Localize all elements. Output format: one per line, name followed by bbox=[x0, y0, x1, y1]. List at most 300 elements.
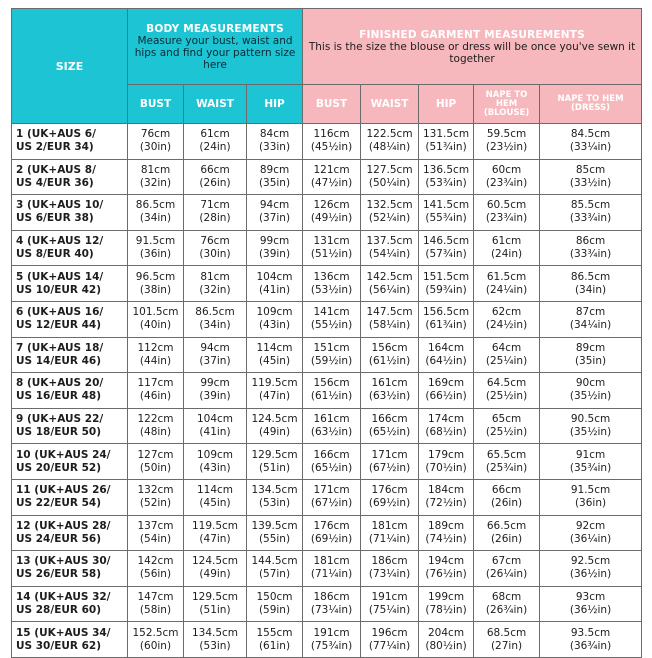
size-cell bbox=[12, 515, 128, 551]
value-inches: (36½in) bbox=[569, 604, 612, 617]
measurement-nape-dress bbox=[540, 159, 642, 195]
value-inches: (46in) bbox=[139, 390, 172, 403]
table-row bbox=[12, 622, 642, 658]
size-label-line: 5 (UK+AUS 14/ bbox=[16, 270, 104, 283]
value-cm: 191cm bbox=[313, 626, 350, 639]
value-cm: 129.5cm bbox=[191, 591, 239, 604]
value-inches: (25¾in) bbox=[485, 461, 528, 474]
measurement-finished-bust bbox=[303, 515, 361, 551]
size-label-line: US 16/EUR 48) bbox=[16, 390, 102, 403]
value-inches: (26¼in) bbox=[485, 568, 528, 581]
measurement-finished-bust bbox=[303, 444, 361, 480]
value-inches: (75¼in) bbox=[368, 604, 411, 617]
value-inches: (73¼in) bbox=[368, 568, 411, 581]
measurement-waist bbox=[184, 230, 247, 266]
value-inches: (45in) bbox=[199, 497, 231, 510]
measurement-finished-waist bbox=[361, 479, 419, 515]
value-inches: (48¼in) bbox=[368, 141, 411, 154]
measurement-nape-dress bbox=[540, 266, 642, 302]
value-inches: (59¾in) bbox=[425, 283, 467, 296]
value-inches: (32in) bbox=[139, 176, 172, 189]
measurement-bust bbox=[128, 551, 184, 587]
value-cm: 134.5cm bbox=[191, 626, 239, 639]
value-cm: 131.5cm bbox=[423, 128, 470, 141]
value-cm: 181cm bbox=[371, 519, 408, 532]
value-inches: (51in) bbox=[199, 604, 231, 617]
size-label-line: US 26/EUR 58) bbox=[16, 568, 102, 581]
measurement-finished-hip bbox=[419, 301, 474, 337]
value-cm: 114cm bbox=[196, 484, 234, 497]
value-cm: 109cm bbox=[196, 448, 234, 461]
value-cm: 141cm bbox=[313, 306, 350, 319]
size-label-line: US 24/EUR 56) bbox=[16, 532, 102, 545]
measurement-bust bbox=[128, 408, 184, 444]
value-cm: 124.5cm bbox=[251, 413, 298, 426]
col-header-finished-waist: WAIST bbox=[361, 85, 419, 124]
value-inches: (70½in) bbox=[425, 461, 467, 474]
size-cell bbox=[12, 551, 128, 587]
value-cm: 62cm bbox=[491, 306, 522, 319]
value-inches: (76½in) bbox=[425, 568, 467, 581]
measurement-waist bbox=[184, 479, 247, 515]
measurement-finished-hip bbox=[419, 551, 474, 587]
value-inches: (49in) bbox=[199, 568, 231, 581]
value-cm: 121cm bbox=[313, 163, 350, 176]
col-header-finished-bust: BUST bbox=[303, 85, 361, 124]
value-cm: 64cm bbox=[491, 341, 522, 354]
measurement-hip bbox=[247, 301, 303, 337]
size-label-line: 11 (UK+AUS 26/ bbox=[16, 484, 111, 497]
measurement-bust bbox=[128, 159, 184, 195]
value-cm: 124.5cm bbox=[191, 555, 239, 568]
measurement-waist bbox=[184, 159, 247, 195]
measurement-hip bbox=[247, 408, 303, 444]
value-cm: 122cm bbox=[137, 413, 174, 426]
value-cm: 176cm bbox=[313, 519, 350, 532]
value-cm: 68.5cm bbox=[486, 626, 527, 639]
value-inches: (32in) bbox=[199, 283, 231, 296]
value-cm: 84cm bbox=[259, 128, 290, 141]
value-inches: (80½in) bbox=[425, 639, 467, 652]
value-cm: 61cm bbox=[200, 128, 230, 141]
measurement-hip bbox=[247, 195, 303, 231]
measurement-nape-dress bbox=[540, 515, 642, 551]
value-inches: (49½in) bbox=[310, 212, 353, 225]
size-label-line: 2 (UK+AUS 8/ bbox=[16, 163, 96, 176]
value-cm: 176cm bbox=[371, 484, 408, 497]
measurement-nape-blouse bbox=[474, 586, 540, 622]
size-label-line: US 30/EUR 62) bbox=[16, 639, 102, 652]
value-inches: (59½in) bbox=[310, 354, 353, 367]
value-cm: 134.5cm bbox=[251, 484, 298, 497]
value-cm: 156cm bbox=[371, 341, 408, 354]
size-cell bbox=[12, 266, 128, 302]
measurement-bust bbox=[128, 195, 184, 231]
value-inches: (63½in) bbox=[368, 390, 411, 403]
measurement-nape-dress bbox=[540, 373, 642, 409]
col-header-nape-blouse: NAPE TO HEM (BLOUSE) bbox=[474, 85, 540, 124]
value-cm: 94cm bbox=[200, 341, 230, 354]
value-inches: (47in) bbox=[199, 532, 231, 545]
measurement-nape-blouse bbox=[474, 195, 540, 231]
measurement-finished-hip bbox=[419, 622, 474, 658]
value-cm: 59.5cm bbox=[486, 128, 527, 141]
value-cm: 96.5cm bbox=[135, 270, 176, 283]
table-row bbox=[12, 337, 642, 373]
measurement-finished-waist bbox=[361, 159, 419, 195]
size-cell bbox=[12, 444, 128, 480]
value-inches: (50in) bbox=[139, 461, 172, 474]
value-cm: 186cm bbox=[371, 555, 408, 568]
measurement-hip bbox=[247, 515, 303, 551]
value-inches: (53¾in) bbox=[425, 176, 467, 189]
value-inches: (33¾in) bbox=[569, 212, 612, 225]
value-cm: 144.5cm bbox=[251, 555, 298, 568]
size-cell bbox=[12, 479, 128, 515]
value-cm: 104cm bbox=[256, 270, 293, 283]
size-label-line: US 28/EUR 60) bbox=[16, 604, 102, 617]
value-inches: (53in) bbox=[199, 639, 231, 652]
measurement-nape-blouse bbox=[474, 444, 540, 480]
value-inches: (65½in) bbox=[368, 426, 411, 439]
measurement-finished-hip bbox=[419, 159, 474, 195]
value-cm: 127cm bbox=[137, 448, 174, 461]
value-inches: (35in) bbox=[574, 354, 607, 367]
value-cm: 136cm bbox=[313, 270, 350, 283]
measurement-waist bbox=[184, 444, 247, 480]
value-cm: 129.5cm bbox=[251, 448, 298, 461]
value-inches: (55¾in) bbox=[425, 212, 467, 225]
value-inches: (41in) bbox=[199, 426, 231, 439]
measurement-finished-hip bbox=[419, 408, 474, 444]
size-table-body bbox=[12, 124, 642, 658]
value-inches: (74½in) bbox=[425, 532, 467, 545]
value-cm: 152.5cm bbox=[132, 626, 179, 639]
measurement-finished-hip bbox=[419, 124, 474, 160]
value-cm: 132cm bbox=[137, 484, 174, 497]
measurement-nape-dress bbox=[540, 301, 642, 337]
value-inches: (51¾in) bbox=[425, 141, 467, 154]
value-cm: 114cm bbox=[256, 341, 293, 354]
value-cm: 84.5cm bbox=[570, 128, 611, 141]
value-cm: 156.5cm bbox=[423, 306, 470, 319]
value-cm: 61.5cm bbox=[486, 270, 527, 283]
value-cm: 194cm bbox=[428, 555, 465, 568]
value-inches: (38in) bbox=[139, 283, 172, 296]
size-label-line: 1 (UK+AUS 6/ bbox=[16, 128, 96, 141]
size-label-line: US 18/EUR 50) bbox=[16, 426, 102, 439]
value-cm: 139.5cm bbox=[251, 519, 298, 532]
value-inches: (51½in) bbox=[310, 248, 353, 261]
value-inches: (75¾in) bbox=[310, 639, 353, 652]
measurement-hip bbox=[247, 266, 303, 302]
measurement-nape-blouse bbox=[474, 622, 540, 658]
value-inches: (39in) bbox=[199, 390, 231, 403]
value-inches: (33¼in) bbox=[569, 141, 612, 154]
value-cm: 93.5cm bbox=[570, 626, 611, 639]
value-cm: 90cm bbox=[575, 377, 606, 390]
value-inches: (30in) bbox=[199, 248, 231, 261]
value-cm: 76cm bbox=[200, 235, 230, 248]
size-label-line: US 2/EUR 34) bbox=[16, 141, 94, 154]
measurement-bust bbox=[128, 301, 184, 337]
measurement-nape-dress bbox=[540, 337, 642, 373]
value-inches: (61½in) bbox=[368, 354, 411, 367]
size-label-line: 8 (UK+AUS 20/ bbox=[16, 377, 104, 390]
size-label-line: US 14/EUR 46) bbox=[16, 354, 102, 367]
value-cm: 81cm bbox=[140, 163, 171, 176]
value-inches: (33½in) bbox=[569, 176, 612, 189]
size-cell bbox=[12, 301, 128, 337]
size-cell bbox=[12, 408, 128, 444]
value-inches: (66½in) bbox=[425, 390, 467, 403]
measurement-nape-blouse bbox=[474, 159, 540, 195]
value-inches: (25½in) bbox=[485, 390, 528, 403]
measurement-hip bbox=[247, 373, 303, 409]
value-inches: (28in) bbox=[199, 212, 231, 225]
table-row bbox=[12, 551, 642, 587]
size-table bbox=[11, 8, 642, 658]
value-cm: 179cm bbox=[428, 448, 465, 461]
measurement-bust bbox=[128, 586, 184, 622]
measurement-finished-waist bbox=[361, 373, 419, 409]
size-label-line: US 20/EUR 52) bbox=[16, 461, 102, 474]
measurement-nape-blouse bbox=[474, 124, 540, 160]
value-inches: (56¼in) bbox=[368, 283, 411, 296]
value-cm: 117cm bbox=[137, 377, 174, 390]
value-inches: (26¾in) bbox=[485, 604, 528, 617]
measurement-finished-waist bbox=[361, 230, 419, 266]
col-header-waist: WAIST bbox=[184, 85, 247, 124]
value-cm: 189cm bbox=[428, 519, 465, 532]
size-label-line: 7 (UK+AUS 18/ bbox=[16, 341, 104, 354]
value-inches: (54in) bbox=[139, 532, 172, 545]
value-cm: 66cm bbox=[200, 163, 230, 176]
measurement-finished-waist bbox=[361, 266, 419, 302]
finished-garment-title: FINISHED GARMENT MEASUREMENTS bbox=[359, 28, 585, 41]
value-inches: (24½in) bbox=[485, 319, 528, 332]
value-inches: (37in) bbox=[258, 212, 291, 225]
measurement-nape-blouse bbox=[474, 408, 540, 444]
value-cm: 112cm bbox=[137, 341, 174, 354]
value-cm: 65cm bbox=[491, 413, 522, 426]
value-cm: 155cm bbox=[256, 626, 293, 639]
measurement-finished-bust bbox=[303, 373, 361, 409]
value-inches: (33in) bbox=[258, 141, 291, 154]
measurement-hip bbox=[247, 230, 303, 266]
body-measurements-title: BODY MEASUREMENTS bbox=[146, 22, 284, 35]
value-inches: (54¼in) bbox=[368, 248, 411, 261]
value-inches: (67½in) bbox=[368, 461, 411, 474]
measurement-waist bbox=[184, 337, 247, 373]
table-row bbox=[12, 479, 642, 515]
size-label-line: 14 (UK+AUS 32/ bbox=[16, 591, 111, 604]
table-row bbox=[12, 373, 642, 409]
size-label-line: US 12/EUR 44) bbox=[16, 319, 102, 332]
size-cell bbox=[12, 373, 128, 409]
value-inches: (27in) bbox=[490, 639, 523, 652]
value-cm: 184cm bbox=[428, 484, 465, 497]
value-inches: (26in) bbox=[490, 532, 523, 545]
value-cm: 186cm bbox=[313, 591, 350, 604]
size-label-line: 10 (UK+AUS 24/ bbox=[16, 448, 111, 461]
value-cm: 81cm bbox=[200, 270, 230, 283]
measurement-nape-blouse bbox=[474, 373, 540, 409]
finished-garment-subtitle: This is the size the blouse or dress will be once you've sewn it together bbox=[308, 40, 636, 65]
size-label-line: 3 (UK+AUS 10/ bbox=[16, 199, 104, 212]
value-cm: 109cm bbox=[256, 306, 293, 319]
size-label-line: US 22/EUR 54) bbox=[16, 497, 102, 510]
measurement-waist bbox=[184, 195, 247, 231]
measurement-finished-bust bbox=[303, 195, 361, 231]
measurement-nape-dress bbox=[540, 479, 642, 515]
measurement-finished-bust bbox=[303, 622, 361, 658]
measurement-finished-hip bbox=[419, 586, 474, 622]
table-row bbox=[12, 230, 642, 266]
table-row bbox=[12, 515, 642, 551]
value-inches: (24¼in) bbox=[485, 283, 528, 296]
value-cm: 91cm bbox=[575, 448, 606, 461]
value-inches: (59in) bbox=[258, 604, 291, 617]
value-cm: 93cm bbox=[575, 591, 606, 604]
measurement-bust bbox=[128, 230, 184, 266]
value-cm: 64.5cm bbox=[486, 377, 527, 390]
measurement-waist bbox=[184, 515, 247, 551]
value-inches: (43in) bbox=[258, 319, 291, 332]
size-label-line: US 4/EUR 36) bbox=[16, 176, 94, 189]
size-cell bbox=[12, 124, 128, 160]
col-header-bust: BUST bbox=[128, 85, 184, 124]
value-cm: 156cm bbox=[313, 377, 350, 390]
value-cm: 150cm bbox=[256, 591, 293, 604]
measurement-nape-blouse bbox=[474, 551, 540, 587]
value-inches: (71¼in) bbox=[368, 532, 411, 545]
value-inches: (71¼in) bbox=[310, 568, 353, 581]
col-header-finished-hip: HIP bbox=[419, 85, 474, 124]
value-inches: (63½in) bbox=[310, 426, 353, 439]
size-header: SIZE bbox=[12, 9, 128, 124]
col-header-nape-dress: NAPE TO HEM (DRESS) bbox=[540, 85, 642, 124]
measurement-finished-waist bbox=[361, 622, 419, 658]
value-inches: (40in) bbox=[139, 319, 172, 332]
measurement-bust bbox=[128, 479, 184, 515]
value-inches: (52¼in) bbox=[368, 212, 411, 225]
value-cm: 137.5cm bbox=[366, 235, 413, 248]
value-inches: (48in) bbox=[139, 426, 172, 439]
measurement-waist bbox=[184, 408, 247, 444]
value-cm: 86.5cm bbox=[195, 306, 235, 319]
value-cm: 85cm bbox=[575, 163, 606, 176]
value-inches: (58¼in) bbox=[368, 319, 411, 332]
value-cm: 169cm bbox=[428, 377, 465, 390]
measurement-bust bbox=[128, 515, 184, 551]
value-cm: 86cm bbox=[575, 235, 606, 248]
value-cm: 94cm bbox=[259, 199, 290, 212]
measurement-nape-dress bbox=[540, 230, 642, 266]
size-cell bbox=[12, 159, 128, 195]
value-inches: (36in) bbox=[574, 497, 607, 510]
value-cm: 92.5cm bbox=[570, 555, 611, 568]
size-cell bbox=[12, 230, 128, 266]
measurement-finished-bust bbox=[303, 230, 361, 266]
value-inches: (53½in) bbox=[310, 283, 353, 296]
measurement-waist bbox=[184, 622, 247, 658]
value-inches: (57in) bbox=[258, 568, 291, 581]
value-inches: (47½in) bbox=[310, 176, 353, 189]
value-inches: (73¼in) bbox=[310, 604, 353, 617]
value-cm: 65.5cm bbox=[486, 448, 527, 461]
value-cm: 181cm bbox=[313, 555, 350, 568]
value-cm: 151cm bbox=[313, 341, 350, 354]
table-row bbox=[12, 408, 642, 444]
value-cm: 92cm bbox=[575, 519, 606, 532]
measurement-finished-hip bbox=[419, 230, 474, 266]
measurement-finished-hip bbox=[419, 266, 474, 302]
value-cm: 68cm bbox=[491, 591, 522, 604]
measurement-finished-bust bbox=[303, 124, 361, 160]
value-cm: 166cm bbox=[371, 413, 408, 426]
value-inches: (41in) bbox=[258, 283, 291, 296]
table-row bbox=[12, 159, 642, 195]
value-inches: (23¾in) bbox=[485, 176, 528, 189]
value-inches: (50¼in) bbox=[368, 176, 411, 189]
value-inches: (35in) bbox=[258, 176, 291, 189]
table-row bbox=[12, 195, 642, 231]
value-cm: 131cm bbox=[313, 235, 350, 248]
size-label-line: 4 (UK+AUS 12/ bbox=[16, 235, 104, 248]
measurement-finished-bust bbox=[303, 586, 361, 622]
value-inches: (45in) bbox=[258, 354, 291, 367]
value-inches: (58in) bbox=[139, 604, 172, 617]
measurement-waist bbox=[184, 373, 247, 409]
measurement-waist bbox=[184, 551, 247, 587]
value-cm: 161cm bbox=[313, 413, 350, 426]
value-cm: 151.5cm bbox=[423, 270, 470, 283]
value-inches: (45½in) bbox=[310, 141, 353, 154]
measurement-finished-hip bbox=[419, 479, 474, 515]
value-cm: 141.5cm bbox=[423, 199, 470, 212]
measurement-nape-dress bbox=[540, 444, 642, 480]
value-inches: (51in) bbox=[258, 461, 291, 474]
value-inches: (24in) bbox=[490, 248, 523, 261]
measurement-hip bbox=[247, 337, 303, 373]
size-cell bbox=[12, 195, 128, 231]
measurement-waist bbox=[184, 301, 247, 337]
value-inches: (60in) bbox=[139, 639, 172, 652]
measurement-hip bbox=[247, 479, 303, 515]
measurement-nape-dress bbox=[540, 408, 642, 444]
value-cm: 71cm bbox=[200, 199, 230, 212]
value-cm: 142cm bbox=[137, 555, 174, 568]
value-inches: (44in) bbox=[139, 354, 172, 367]
size-cell bbox=[12, 586, 128, 622]
col-header-hip: HIP bbox=[247, 85, 303, 124]
measurement-nape-dress bbox=[540, 551, 642, 587]
value-cm: 119.5cm bbox=[191, 519, 239, 532]
value-cm: 199cm bbox=[428, 591, 465, 604]
size-label-line: US 6/EUR 38) bbox=[16, 212, 94, 225]
measurement-hip bbox=[247, 124, 303, 160]
value-inches: (65½in) bbox=[310, 461, 353, 474]
value-cm: 126cm bbox=[313, 199, 350, 212]
measurement-nape-blouse bbox=[474, 266, 540, 302]
measurement-finished-hip bbox=[419, 373, 474, 409]
size-label-line: US 10/EUR 42) bbox=[16, 283, 102, 296]
measurement-finished-hip bbox=[419, 444, 474, 480]
value-cm: 147cm bbox=[137, 591, 174, 604]
value-cm: 89cm bbox=[259, 163, 290, 176]
value-cm: 91.5cm bbox=[135, 235, 176, 248]
